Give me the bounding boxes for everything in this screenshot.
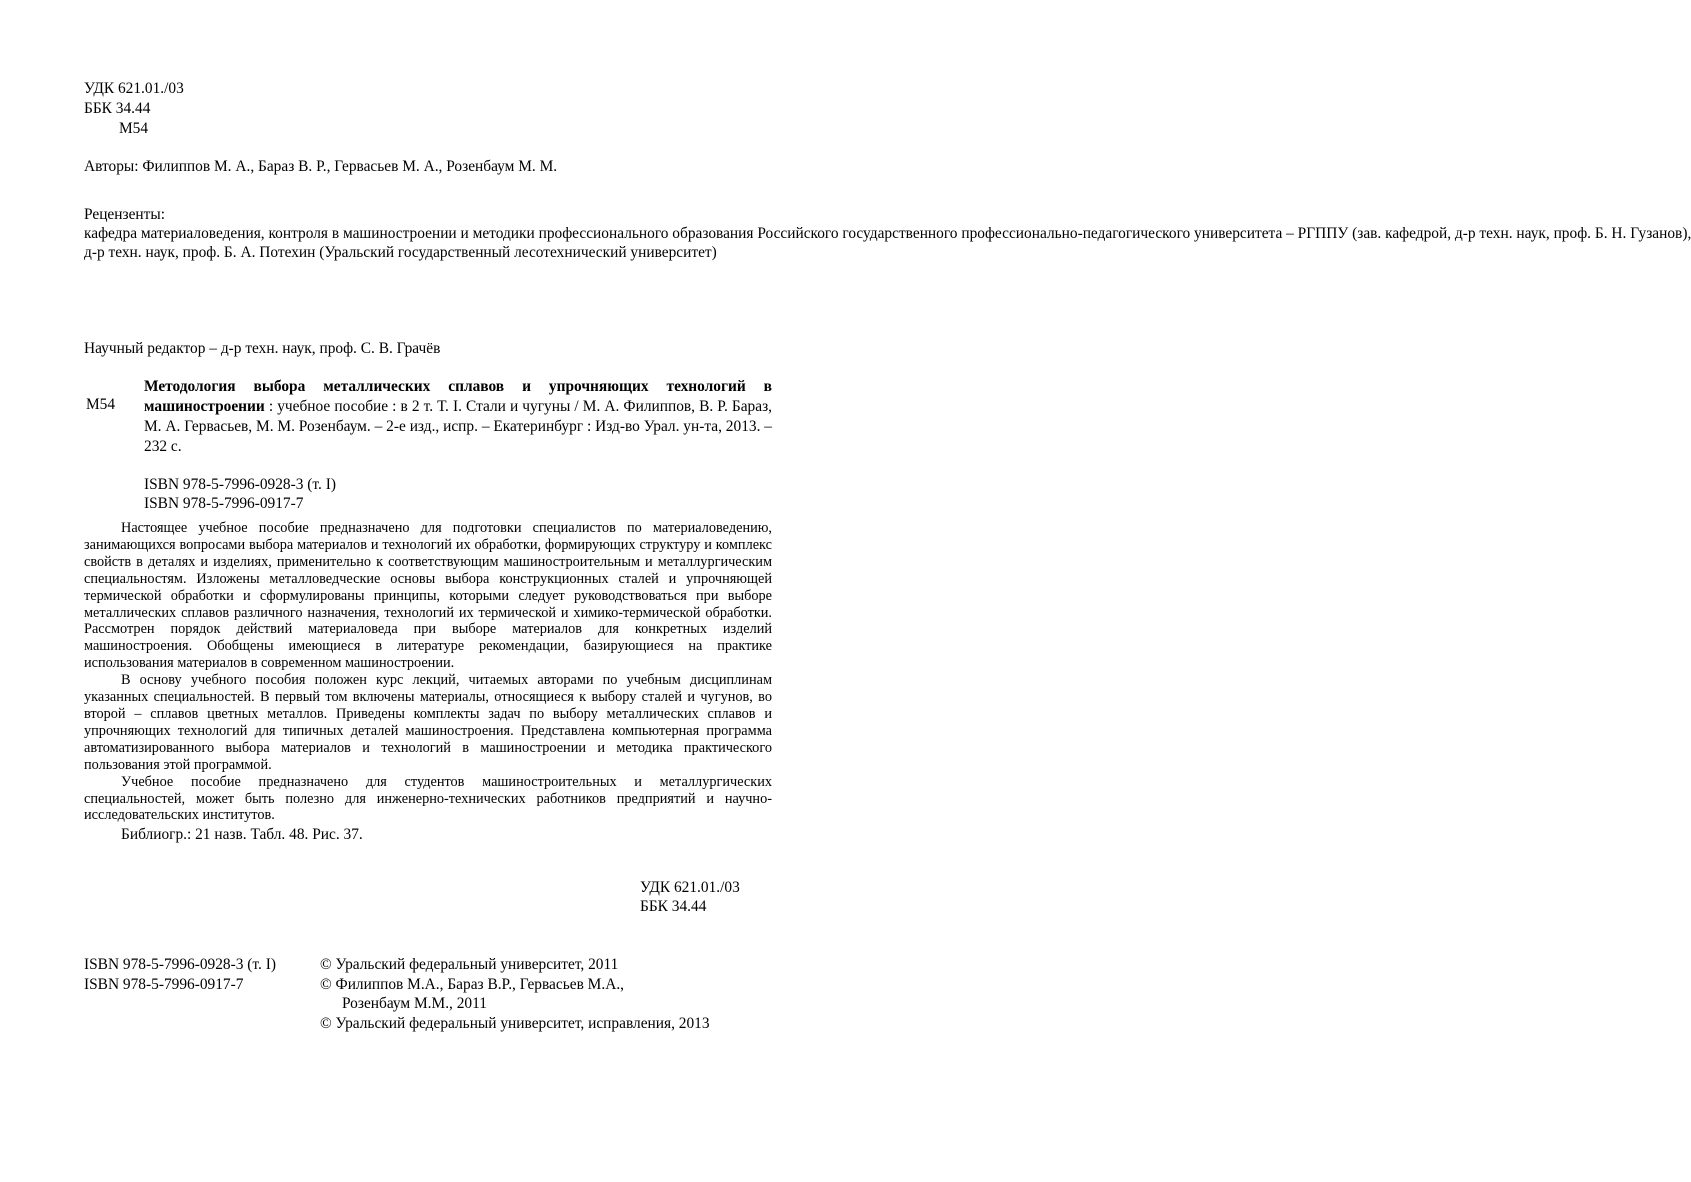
copyright-block xyxy=(320,955,710,1034)
isbn-bottom-block xyxy=(84,955,276,994)
bbk-code: ББК 34.44 xyxy=(84,100,151,117)
abstract-paragraph: Настоящее учебное пособие предназначено для подготовки специалистов по материаловедению, занимающихся вопросами выбора материалов и технологий их обработки, формирующих структуру и комплекс свойств в деталях и изделиях, применительно к соответствующим машиностроительным и металлургическим специальностям. Изложены металловедческие основы выбора конструкционных сталей и упрочняющей термической обработки и сформулированы принципы, которыми следует руководствоваться при выборе металлических сплавов различного назначения, технологий их термической и химико-термической обработки. Рассмотрен порядок действий материаловеда при выборе материалов для конкретных изделий машиностроения. Обобщены имеющиеся в литературе рекомендации, базирующиеся на практике использования материалов в современном машиностроении. xyxy=(84,520,772,672)
copyright-line: © Филиппов М.А., Бараз В.Р., Гервасьев М.А., xyxy=(320,975,625,993)
isbn-volume-bottom: ISBN 978-5-7996-0928-3 (т. I) xyxy=(84,956,276,973)
bbk-code-bottom: ББК 34.44 xyxy=(640,898,707,915)
reviewers-heading: Рецензенты: xyxy=(84,206,165,223)
bibliography-note: Библиогр.: 21 назв. Табл. 48. Рис. 37. xyxy=(121,826,363,844)
book-bibliographic-entry xyxy=(144,377,772,457)
udk-code: УДК 621.01./03 xyxy=(84,80,184,97)
reviewer-item: кафедра материаловедения, контроля в машиностроении и методики профессионального образования Российского государственного профессионально-педагогического университета – РГППУ (зав. кафедрой, д-р техн. наук, проф. Б. Н. Гузанов), xyxy=(84,225,1691,243)
isbn-block xyxy=(144,475,336,513)
isbn-volume: ISBN 978-5-7996-0928-3 (т. I) xyxy=(144,476,336,493)
reviewers-block xyxy=(84,205,1691,263)
udk-code-bottom: УДК 621.01./03 xyxy=(640,879,740,896)
udk-bottom-block xyxy=(640,878,740,916)
abstract-paragraph: В основу учебного пособия положен курс лекций, читаемых авторами по учебным дисциплинам указанных специальностей. В первый том включены материалы, относящиеся к выбору сталей и чугунов, во второй – сплавов цветных металлов. Приведены комплекты задач по выбору металлических сплавов и упрочняющих технологий для типичных деталей машиностроения. Представлена компьютерная программа автоматизированного выбора материалов и технологий в машиностроении и методика практического пользования этой программой. xyxy=(84,672,772,773)
book-author-mark: М54 xyxy=(86,396,116,413)
udk-top-block xyxy=(84,79,184,139)
copyright-line: © Уральский федеральный университет, 2011 xyxy=(320,956,619,973)
authors-line: Авторы: Филиппов М. А., Бараз В. Р., Гервасьев М. А., Розенбаум М. М. xyxy=(84,158,558,175)
abstract xyxy=(84,520,772,844)
reviewer-item: д-р техн. наук, проф. Б. А. Потехин (Уральский государственный лесотехнический университет) xyxy=(84,244,717,262)
copyright-line: Розенбаум М.М., 2011 xyxy=(342,995,487,1013)
scientific-editor: Научный редактор – д-р техн. наук, проф. С. В. Грачёв xyxy=(84,340,441,357)
isbn-set-bottom: ISBN 978-5-7996-0917-7 xyxy=(84,975,244,993)
abstract-paragraph: Учебное пособие предназначено для студентов машиностроительных и металлургических специальностей, может быть полезно для инженерно-технических работников предприятий и научно-исследовательских институтов. xyxy=(84,773,772,824)
copyright-line: © Уральский федеральный университет, исправления, 2013 xyxy=(320,1015,710,1033)
book-description: : учебное пособие : в 2 т. Т. I. Стали и чугуны / М. А. Филиппов, В. Р. Бараз, М. А. Гервасьев, М. М. Розенбаум. – 2-е изд., испр. – Екатеринбург : Изд-во Урал. ун-та, 2013. – 232 с. xyxy=(144,398,772,455)
book-title: Методология выбора металлических сплавов и упрочняющих технологий в машиностроении xyxy=(144,378,772,415)
author-mark: М54 xyxy=(119,120,149,137)
isbn-set: ISBN 978-5-7996-0917-7 xyxy=(144,495,304,512)
